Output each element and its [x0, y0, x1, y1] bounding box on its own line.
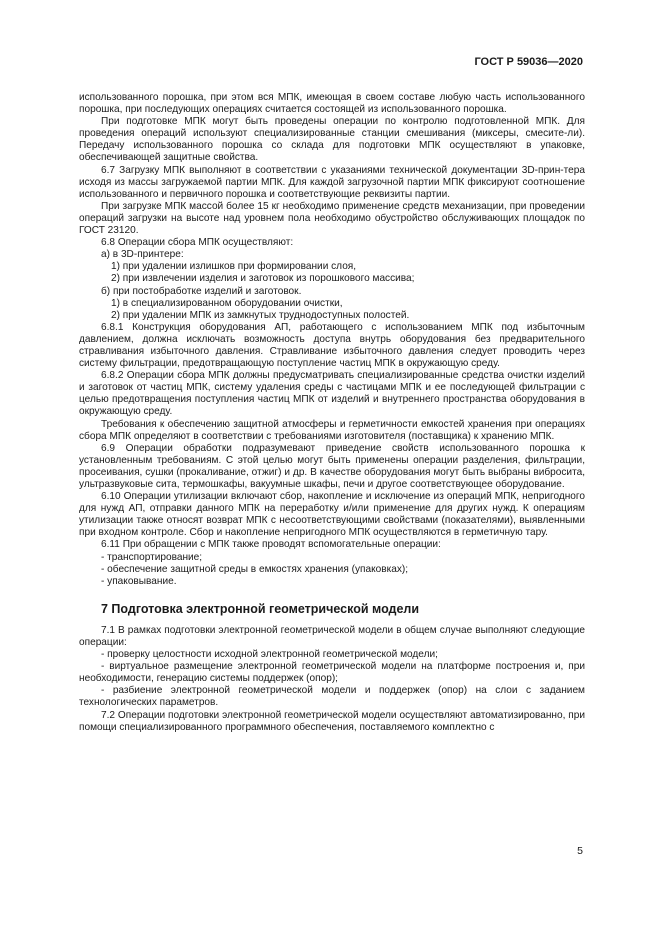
paragraph: 6.11 При обращении с МПК также проводят вспомогательные операции: — [101, 539, 441, 551]
list-item: 2) при извлечении изделия и заготовок из порошкового массива; — [111, 273, 415, 285]
list-item: - обеспечение защитной среды в емкостях хранения (упаковках); — [101, 563, 409, 575]
list-item: - проверку целостности исходной электронной геометрической модели; — [101, 649, 438, 661]
paragraph: 6.8.2 Операции сбора МПК должны предусматривать специализированные средства очистки изделий и заготовок от частиц МПК, систему удаления среды с частицами МПК и ее последующей фильтрации с целью предотвращения поступления частиц МПК от изделий и внутреннего пространства оборудования в окружающую среду. — [79, 370, 585, 418]
list-item: - транспортирование; — [101, 551, 203, 563]
paragraph: При загрузке МПК массой более 15 кг необходимо применение средств механизации, при проведении операций загрузки на высоте над уровнем пола необходимо обустройство обслуживающих площадок по ГОСТ 23120. — [79, 200, 585, 237]
list-item: а) в 3D-принтере: — [101, 249, 184, 261]
paragraph: 7.2 Операции подготовки электронной геометрической модели осуществляют автоматизированно, при помощи специализированного программного обеспечения, поставляемого комплектно с — [79, 709, 585, 733]
list-item: 1) в специализированном оборудовании очистки, — [111, 297, 343, 309]
paragraph: Требования к обеспечению защитной атмосферы и герметичности емкостей хранения при операциях сбора МПК определяют в соответствии с требованиями изготовителя (поставщика) к хранению МПК. — [79, 418, 585, 442]
document-id: ГОСТ Р 59036—2020 — [474, 56, 583, 68]
list-item: - упаковывание. — [101, 575, 177, 587]
paragraph: 6.10 Операции утилизации включают сбор, накопление и исключение из операций МПК, непригодного для нужд АП, отправки данного МПК на переработку и/или применение для других нужд. К операциям утилизации также относят возврат МПК с несоответствующими свойствами (показателями), выявленными при входном контроле. Сбор и накопление непригодного МПК осуществляются в герметичную тару. — [79, 491, 585, 539]
paragraph: 6.8.1 Конструкция оборудования АП, работающего с использованием МПК под избыточным давлением, должна исключать возможность доступа внутрь оборудования без предварительного стравливания избыточного давления. Стравливание избыточного давления следует проводить через систему фильтрации, предотвращающую поступление частиц МПК в окружающую среду. — [79, 321, 585, 370]
paragraph: При подготовке МПК могут быть проведены операции по контролю подготовленной МПК. Для проведения операций используют специализированные станции смешивания (миксеры, смесите-ли). Передачу использованного порошка со склада для подготовки МПК осуществляют в упаковке, обеспечивающей защитные свойства. — [79, 116, 585, 164]
page-number: 5 — [577, 845, 583, 857]
section-heading: 7 Подготовка электронной геометрической модели — [101, 601, 420, 616]
list-item: - разбиение электронной геометрической модели и поддержек (опор) на слои с заданием технологических параметров. — [79, 685, 585, 709]
paragraph: 6.8 Операции сбора МПК осуществляют: — [101, 237, 294, 249]
paragraph: использованного порошка, при этом вся МПК, имеющая в своем составе любую часть использованного порошка, при последующих операциях считается состоящей из использованного порошка. — [79, 92, 585, 116]
paragraph: 6.7 Загрузку МПК выполняют в соответствии с указаниями технической документации 3D-прин-тера исходя из массы загружаемой партии МПК. Для каждой загрузочной партии МПК фиксируют соотношение использованного и первичного порошка и соответствующие реквизиты партии. — [79, 164, 585, 200]
list-item: б) при постобработке изделий и заготовок. — [101, 285, 302, 297]
paragraph: 6.9 Операции обработки подразумевают приведение свойств использованного порошка к установленным требованиям. С этой целью могут быть применены операции разделения, фильтрации, просеивания, сушки (прокаливание, отжиг) и др. В качестве оборудования могут быть выбраны вибросита, ультразвуковые сита, термошкафы, вакуумные шкафы, печи и другое соответствующее оборудование. — [79, 442, 585, 490]
list-item: 1) при удалении излишков при формировании слоя, — [111, 261, 357, 273]
list-item: 2) при удалении МПК из замкнутых труднодоступных полостей. — [111, 309, 410, 321]
paragraph: 7.1 В рамках подготовки электронной геометрической модели в общем случае выполняют следующие операции: — [79, 624, 585, 648]
page-body — [79, 92, 585, 734]
list-item: - виртуальное размещение электронной геометрической модели на платформе построения и, при необходимости, генерацию системы поддержек (опор); — [79, 661, 585, 685]
